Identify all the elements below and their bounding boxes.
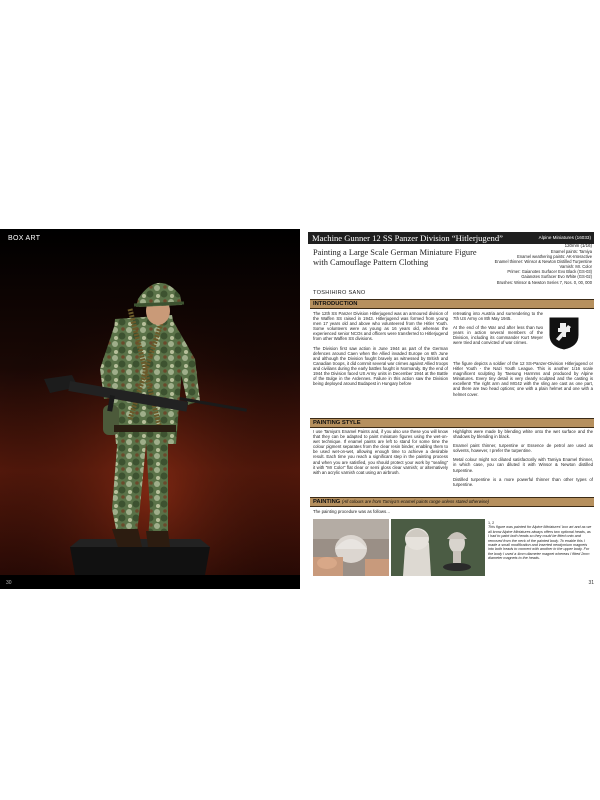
subtitle-line-2: with Camouflage Pattern Clothing bbox=[313, 258, 429, 267]
magazine-spread bbox=[0, 229, 600, 589]
paragraph: At the end of the War and after less than two years in action several members of the Division, including its commander Kurt Meyer were tried and convicted of war crimes. bbox=[453, 325, 543, 346]
title-bar bbox=[308, 232, 594, 244]
subtitle-line-1: Painting a Large Scale German Miniature Figure bbox=[313, 248, 477, 257]
section-note: (All colours are from Tamiya's enamel paints range unless stated otherwise) bbox=[341, 499, 490, 504]
material-item: Enamel paints: Tamiya bbox=[550, 249, 592, 254]
section-bar-painting-style bbox=[310, 418, 594, 428]
division-emblem-icon bbox=[547, 315, 581, 351]
section-title: PAINTING STYLE bbox=[313, 420, 361, 426]
box-art-photo bbox=[0, 229, 300, 575]
paragraph: The Division first saw action in June 1944 as part of the German defences around Caen when the Allied invaded Europe on 6th June and although the Division fought bravely as witnessed by British and Canadian troops, it did commit several war crimes against Allied troops and civilians during the early battles fought in Normandy. By the end of 1944 the Division faced US Army units in December 1944 at the Battle of the Bulge in the Ardennes. Failure in this action saw the Division being deployed around Budapest in Hungary before bbox=[313, 345, 448, 387]
article-subtitle bbox=[313, 248, 483, 268]
page-number-left: 30 bbox=[6, 580, 12, 586]
painting-intro: The painting procedure was as follows… bbox=[313, 509, 391, 514]
section-tag: BOX ART bbox=[8, 235, 41, 242]
section-title-text: PAINTING bbox=[313, 499, 341, 505]
caption-number: 1, 2 bbox=[488, 521, 495, 525]
page-number-right: 31 bbox=[588, 580, 594, 586]
left-page bbox=[0, 229, 300, 589]
material-item: Gaianotes Surfacer Evo White (GS-02) bbox=[521, 274, 592, 280]
caption-text: This figure was painted for Alpine Miniatures' box art and as we all know Alpine Miniatures always offers two optional heads, as I had to paint both heads so they could be fitted onto and removed from the neck of the painted body. To enable this I made a small modification and inserted neodymium magnets into both heads to connect with another in the upper body. For the body I used a 4mm diameter magnet whereas I fitted 2mm diameter magnets to the heads. bbox=[488, 525, 592, 561]
manufacturer-label: Alpine Miniatures (16033) bbox=[538, 235, 591, 240]
paragraph: The figure depicts a soldier of the 12 SS-Panzer-Division Hitlerjugend or Hitler Youth - the Nazi Youth League. This is another 1/16 scale magnificent sculpting by Taesung Harmms and produced by Alpine Miniatures. Every tiny detail is very clearly sculpted and the casting is excellent! The right arm and MG42 with the sling are cast as one part, and there are two head options; one with a plain helmet and one with a helmet cover. bbox=[453, 361, 593, 397]
photo-caption bbox=[488, 521, 592, 561]
paragraph: Metal colour might not diluted satisfactorily with Tamiya Enamel thinner, in which case, you can diluted it with Winsor & Newton distilled turpentine. bbox=[453, 457, 593, 473]
right-page bbox=[300, 229, 600, 589]
style-column-2 bbox=[453, 429, 593, 491]
scale-label: 120mm (1/16) bbox=[564, 243, 592, 248]
material-item: Enamel weathering paints: AK-Interactive bbox=[517, 254, 592, 260]
paragraph: Enamel paint thinner, turpentine or Essence de petrol are used as solvents, however, I prefer the turpentine. bbox=[453, 443, 593, 454]
intro-column-2-top bbox=[453, 311, 543, 350]
photo-step-2 bbox=[391, 519, 485, 576]
materials-list bbox=[462, 249, 592, 285]
paragraph: I use Tamiya's Enamel Paints and, if you also use these you will know that they can be adapted to paint miniature figures using the wet-on-wet technique. If enamel paints are left to stand for some time the colour pigment separates from the clear resin binder, enabling them to be used wet-on-wet, allowing enough time to achieve a desirable result. Each time you reach a significant step in the painting process and when you are satisfied, you should protect your work by “sealing” it with “Mr Color” flat clear or semi gloss clear varnish; or alternatively with an acrylic varnish coat using an airbrush. bbox=[313, 429, 448, 475]
paragraph: Distilled turpentine is a more powerful thinner than other types of turpentine. bbox=[453, 476, 593, 487]
section-bar-painting bbox=[310, 497, 594, 507]
material-item: Brushes: Winsor & Newton Series 7, Nos. 0, 00, 000 bbox=[496, 279, 592, 285]
section-title bbox=[313, 498, 489, 506]
material-item: Primer: Gaianotes Surfacer Evo Black (GS-03) bbox=[507, 269, 592, 275]
article-title: Machine Gunner 12 SS Panzer Division “Hitlerjugend” bbox=[312, 233, 503, 243]
author-name: TOSHIHIRO SANO bbox=[313, 290, 366, 296]
intro-column-1 bbox=[313, 311, 448, 390]
style-column-1 bbox=[313, 429, 448, 479]
intro-column-2-bottom bbox=[453, 361, 593, 401]
photo-step-1 bbox=[313, 519, 389, 576]
section-title: INTRODUCTION bbox=[313, 301, 358, 307]
paragraph: Highlights were made by blending white onto the wet surface and the shadows by blending in black. bbox=[453, 429, 593, 440]
material-item: Enamel thinner: Winsor & Newton Distilled Turpentine bbox=[494, 259, 592, 265]
section-bar-introduction bbox=[310, 299, 594, 309]
paragraph: The 12th SS Panzer Division Hitlerjugend was an armoured division of the Waffen SS raised in 1943. Hitlerjugend was formed from young men 17 years old and above who volunteered from the Hitler Youth. Some volunteers were as young as 16 years old, whereas the experienced senior NCOs and officers were transferred to Hitlerjugend from other Waffen SS divisions. bbox=[313, 311, 448, 342]
paragraph: retreating into Austria and surrendering to the 7th US Army on 8th May 1945. bbox=[453, 311, 543, 322]
material-item: Varnish: Mr. Color bbox=[559, 264, 592, 270]
